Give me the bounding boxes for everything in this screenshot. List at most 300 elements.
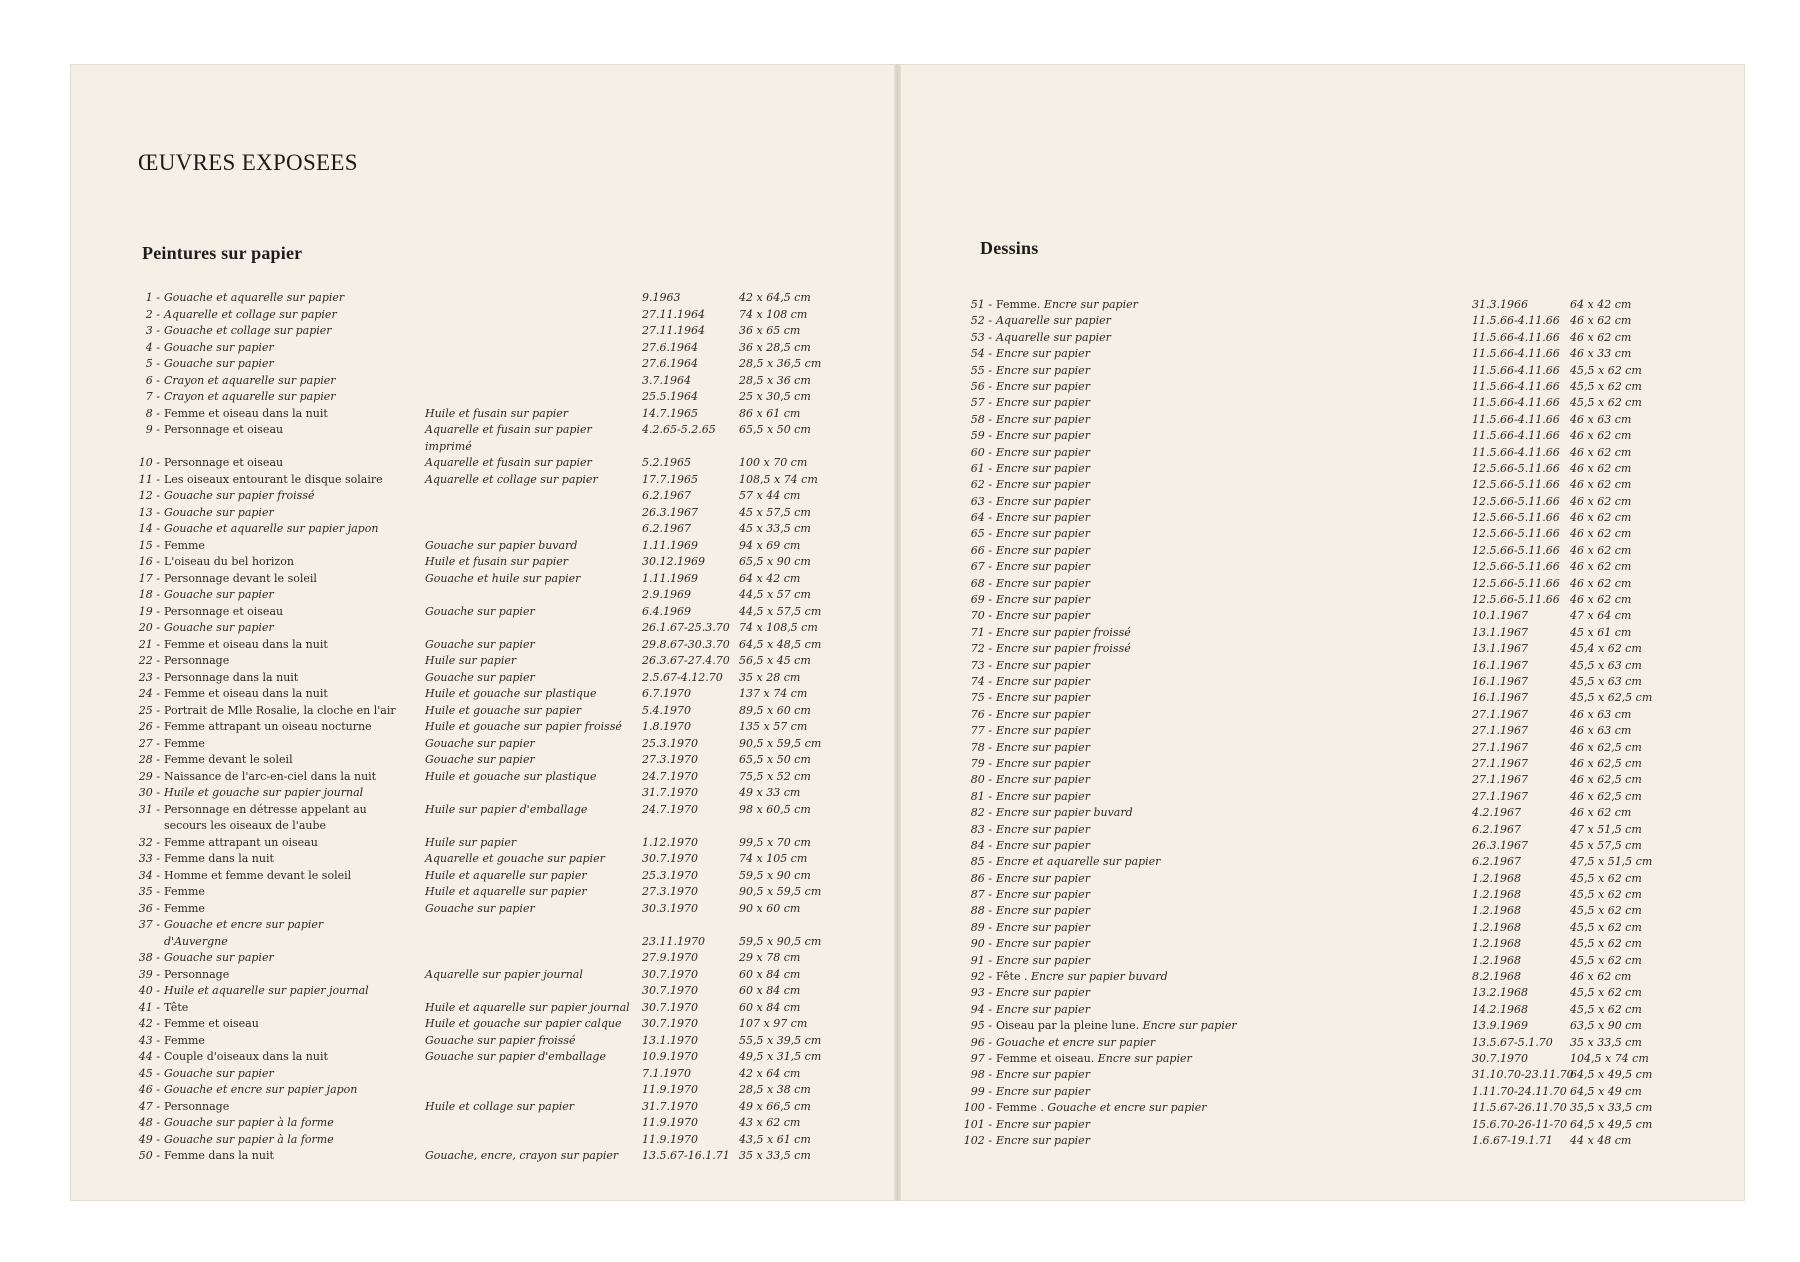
item-technique: Huile et gouache sur papier bbox=[425, 703, 582, 717]
item-number: 18 - bbox=[138, 588, 160, 601]
item-dimensions: 74 x 108 cm bbox=[739, 307, 808, 321]
item-title: Femme et oiseau bbox=[164, 1017, 259, 1030]
item-title bbox=[996, 772, 1090, 788]
item-date: 1.6.67-19.1.71 bbox=[1472, 1133, 1553, 1147]
item-title bbox=[996, 854, 1160, 870]
list-item bbox=[960, 1084, 1680, 1100]
item-title bbox=[996, 363, 1090, 379]
item-technique: Aquarelle sur papier journal bbox=[425, 967, 583, 981]
item-number: 96 - bbox=[970, 1035, 992, 1049]
item-title: Personnage et oiseau bbox=[164, 423, 284, 436]
list-item bbox=[960, 871, 1680, 887]
list-item bbox=[135, 1115, 855, 1132]
item-date: 13.2.1968 bbox=[1472, 986, 1528, 1000]
item-date: 12.5.66-5.11.66 bbox=[1472, 511, 1560, 525]
item-dimensions: 46 x 62,5 cm bbox=[1570, 773, 1642, 787]
item-date: 27.1.1967 bbox=[1472, 724, 1528, 738]
item-title: Personnage et oiseau bbox=[164, 456, 284, 469]
item-title bbox=[996, 526, 1090, 542]
list-item bbox=[135, 983, 855, 1000]
item-number: 58 - bbox=[970, 412, 992, 426]
item-dimensions: 64,5 x 49,5 cm bbox=[1570, 1117, 1653, 1131]
item-title: Femme dans la nuit bbox=[164, 1149, 274, 1162]
item-date: 27.1.1967 bbox=[1472, 740, 1528, 754]
item-title: Femme bbox=[164, 736, 205, 750]
item-technique: Encre sur papier bbox=[996, 429, 1090, 443]
list-item bbox=[960, 772, 1680, 788]
item-date: 12.5.66-5.11.66 bbox=[1472, 543, 1560, 557]
list-item bbox=[135, 521, 855, 538]
item-technique: Encre sur papier bbox=[996, 920, 1090, 934]
item-title bbox=[996, 297, 1138, 313]
item-number: 102 - bbox=[963, 1133, 992, 1147]
item-dimensions: 47,5 x 51,5 cm bbox=[1570, 855, 1653, 869]
item-title bbox=[996, 903, 1090, 919]
item-date: 25.3.1970 bbox=[642, 868, 698, 882]
item-number: 31 - bbox=[138, 802, 160, 816]
item-title bbox=[996, 887, 1090, 903]
item-dimensions: 46 x 63 cm bbox=[1570, 412, 1632, 426]
item-date: 6.2.1967 bbox=[642, 522, 691, 535]
item-number: 78 - bbox=[970, 740, 992, 754]
item-number: 39 - bbox=[138, 967, 160, 981]
item-technique: Gouache et encre sur papier bbox=[996, 1035, 1156, 1049]
item-date: 11.5.66-4.11.66 bbox=[1472, 363, 1560, 377]
list-item bbox=[135, 1049, 855, 1066]
item-title: Femme bbox=[164, 885, 205, 898]
list-item bbox=[135, 439, 855, 456]
item-technique: Encre sur papier bbox=[996, 724, 1090, 738]
item-number: 61 - bbox=[970, 461, 992, 475]
list-item bbox=[135, 389, 855, 406]
item-dimensions: 86 x 61 cm bbox=[739, 406, 801, 420]
list-item bbox=[135, 752, 855, 769]
item-number: 33 - bbox=[138, 852, 160, 865]
list-item bbox=[960, 346, 1680, 362]
item-dimensions: 60 x 84 cm bbox=[739, 1000, 801, 1014]
item-title bbox=[996, 920, 1090, 936]
item-dimensions: 45,5 x 62 cm bbox=[1570, 1002, 1642, 1016]
item-title bbox=[996, 510, 1090, 526]
item-title: Les oiseaux entourant le disque solaire bbox=[164, 472, 383, 486]
list-item bbox=[960, 1067, 1680, 1083]
item-number: 91 - bbox=[970, 953, 992, 967]
item-number: 37 - bbox=[138, 918, 160, 931]
item-number: 49 - bbox=[138, 1132, 160, 1146]
list-item bbox=[960, 805, 1680, 821]
item-title: Femme attrapant un oiseau bbox=[164, 835, 318, 849]
item-date: 11.9.1970 bbox=[642, 1132, 698, 1146]
item-number: 99 - bbox=[970, 1084, 992, 1098]
item-date: 27.6.1964 bbox=[642, 340, 698, 354]
list-item bbox=[960, 445, 1680, 461]
item-date: 5.2.1965 bbox=[642, 456, 691, 469]
item-dimensions: 45,5 x 62,5 cm bbox=[1570, 691, 1653, 705]
item-title bbox=[996, 412, 1090, 428]
item-technique: Encre sur papier bbox=[996, 1117, 1090, 1131]
item-date: 11.5.66-4.11.66 bbox=[1472, 330, 1560, 344]
item-date: 30.3.1970 bbox=[642, 901, 698, 915]
item-technique: Huile et fusain sur papier bbox=[425, 555, 569, 568]
item-dimensions: 45 x 57,5 cm bbox=[1570, 838, 1642, 852]
list-item bbox=[135, 356, 855, 373]
item-date: 4.2.1967 bbox=[1472, 806, 1521, 820]
item-dimensions: 28,5 x 36,5 cm bbox=[739, 357, 822, 370]
item-date: 27.11.1964 bbox=[642, 307, 705, 321]
item-number: 27 - bbox=[138, 736, 160, 750]
item-title: Aquarelle et collage sur papier bbox=[164, 307, 337, 321]
list-item bbox=[960, 510, 1680, 526]
item-date: 6.7.1970 bbox=[642, 687, 691, 700]
item-dimensions: 135 x 57 cm bbox=[739, 720, 808, 733]
item-dimensions: 46 x 62 cm bbox=[1570, 478, 1632, 492]
item-dimensions: 29 x 78 cm bbox=[739, 951, 801, 964]
list-item bbox=[960, 1018, 1680, 1034]
item-date: 1.2.1968 bbox=[1472, 871, 1521, 885]
item-date: 26.3.1967 bbox=[642, 505, 698, 519]
item-title: secours les oiseaux de l'aube bbox=[164, 819, 327, 832]
item-title: Femme bbox=[164, 1033, 205, 1047]
item-dimensions: 42 x 64,5 cm bbox=[739, 291, 811, 304]
item-number: 23 - bbox=[138, 670, 160, 684]
item-title: Naissance de l'arc-en-ciel dans la nuit bbox=[164, 769, 377, 783]
item-date: 1.2.1968 bbox=[1472, 904, 1521, 918]
item-technique: Huile et gouache sur papier calque bbox=[425, 1017, 622, 1030]
item-date: 13.1.1967 bbox=[1472, 625, 1528, 639]
item-technique: Aquarelle et fusain sur papier bbox=[425, 456, 592, 469]
list-item bbox=[960, 854, 1680, 870]
item-technique: Encre sur papier bbox=[996, 691, 1090, 705]
item-date: 12.5.66-5.11.66 bbox=[1472, 560, 1560, 574]
item-number: 85 - bbox=[970, 855, 992, 869]
item-technique: imprimé bbox=[425, 439, 472, 453]
item-technique: Encre et aquarelle sur papier bbox=[996, 855, 1161, 869]
item-dimensions: 35,5 x 33,5 cm bbox=[1570, 1101, 1653, 1115]
list-item bbox=[135, 587, 855, 604]
list-item bbox=[960, 822, 1680, 838]
item-technique: Encre sur papier bbox=[996, 461, 1090, 475]
item-technique: Encre sur papier bbox=[996, 888, 1090, 902]
item-number: 92 - bbox=[970, 970, 992, 984]
item-number: 3 - bbox=[145, 324, 160, 337]
item-technique: Encre sur papier bbox=[996, 445, 1090, 459]
item-date: 30.12.1969 bbox=[642, 555, 705, 568]
item-technique: Gouache sur papier froissé bbox=[425, 1033, 576, 1047]
item-title: Tête bbox=[164, 1000, 189, 1014]
item-date: 6.2.1967 bbox=[642, 489, 691, 502]
list-item bbox=[960, 723, 1680, 739]
item-title bbox=[996, 1133, 1090, 1149]
list-item bbox=[960, 740, 1680, 756]
item-technique: Encre sur papier bbox=[996, 953, 1090, 967]
item-title: Gouache sur papier bbox=[164, 621, 274, 634]
item-date: 5.4.1970 bbox=[642, 703, 691, 717]
item-title: Crayon et aquarelle sur papier bbox=[164, 390, 336, 403]
item-dimensions: 90,5 x 59,5 cm bbox=[739, 885, 822, 898]
item-date: 1.8.1970 bbox=[642, 720, 691, 733]
item-title: Gouache sur papier bbox=[164, 588, 274, 601]
item-technique: Encre sur papier bbox=[996, 412, 1090, 426]
item-date: 1.11.1969 bbox=[642, 571, 698, 585]
item-technique: Encre sur papier bbox=[996, 478, 1090, 492]
item-number: 45 - bbox=[138, 1066, 160, 1080]
item-title-text: Femme. bbox=[996, 298, 1041, 311]
item-technique: Encre sur papier bbox=[996, 756, 1090, 770]
item-dimensions: 63,5 x 90 cm bbox=[1570, 1019, 1642, 1033]
item-dimensions: 107 x 97 cm bbox=[739, 1017, 808, 1030]
item-number: 73 - bbox=[970, 658, 992, 672]
item-technique: Encre sur papier bbox=[996, 1133, 1090, 1147]
item-technique: Gouache sur papier d'emballage bbox=[425, 1050, 606, 1063]
item-number: 69 - bbox=[970, 593, 992, 607]
item-date: 11.5.66-4.11.66 bbox=[1472, 314, 1560, 328]
item-technique: Huile et gouache sur plastique bbox=[425, 687, 597, 700]
item-number: 60 - bbox=[970, 445, 992, 459]
item-technique: Encre sur papier bbox=[996, 379, 1090, 393]
item-dimensions: 75,5 x 52 cm bbox=[739, 769, 811, 783]
item-title bbox=[996, 1067, 1090, 1083]
item-date: 1.2.1968 bbox=[1472, 937, 1521, 951]
list-item bbox=[135, 604, 855, 621]
item-dimensions: 64 x 42 cm bbox=[1570, 298, 1632, 311]
item-title: Femme attrapant un oiseau nocturne bbox=[164, 720, 372, 733]
item-number: 50 - bbox=[138, 1149, 160, 1162]
item-number: 1 - bbox=[145, 291, 160, 304]
list-item bbox=[135, 1033, 855, 1050]
list-item bbox=[135, 670, 855, 687]
item-number: 72 - bbox=[970, 642, 992, 656]
item-title: Femme devant le soleil bbox=[164, 753, 293, 766]
list-item bbox=[135, 851, 855, 868]
item-date: 25.3.1970 bbox=[642, 736, 698, 750]
item-date: 11.5.66-4.11.66 bbox=[1472, 396, 1560, 410]
list-item bbox=[135, 769, 855, 786]
item-number: 100 - bbox=[963, 1101, 992, 1115]
item-title bbox=[996, 576, 1090, 592]
item-title: Gouache et aquarelle sur papier bbox=[164, 291, 345, 304]
item-dimensions: 45,5 x 62 cm bbox=[1570, 363, 1642, 377]
item-dimensions: 59,5 x 90,5 cm bbox=[739, 934, 822, 948]
item-title: Gouache sur papier à la forme bbox=[164, 1116, 334, 1129]
item-date: 7.1.1970 bbox=[642, 1066, 691, 1080]
list-item bbox=[960, 887, 1680, 903]
item-dimensions: 45,5 x 62 cm bbox=[1570, 986, 1642, 1000]
item-technique: Aquarelle sur papier bbox=[996, 330, 1111, 344]
item-title bbox=[996, 789, 1090, 805]
item-number: 41 - bbox=[138, 1000, 160, 1014]
item-technique: Encre sur papier bbox=[996, 609, 1090, 623]
item-title-text: Femme . bbox=[996, 1101, 1044, 1115]
item-technique: Gouache sur papier buvard bbox=[425, 538, 578, 552]
list-item bbox=[960, 838, 1680, 854]
item-dimensions: 45,5 x 62 cm bbox=[1570, 904, 1642, 918]
list-item bbox=[960, 1117, 1680, 1133]
item-title bbox=[996, 543, 1090, 559]
list-item bbox=[135, 1016, 855, 1033]
list-item bbox=[135, 835, 855, 852]
item-title: Portrait de Mlle Rosalie, la cloche en l'air bbox=[164, 703, 396, 717]
item-number: 43 - bbox=[138, 1033, 160, 1047]
item-date: 4.2.65-5.2.65 bbox=[642, 423, 716, 436]
item-number: 65 - bbox=[970, 527, 992, 541]
item-dimensions: 42 x 64 cm bbox=[739, 1066, 801, 1080]
list-item bbox=[960, 412, 1680, 428]
item-dimensions: 46 x 62 cm bbox=[1570, 314, 1632, 328]
item-number: 44 - bbox=[138, 1050, 160, 1063]
item-dimensions: 25 x 30,5 cm bbox=[739, 390, 811, 403]
item-number: 4 - bbox=[145, 340, 160, 354]
item-number: 101 - bbox=[963, 1117, 992, 1131]
item-title bbox=[996, 1018, 1237, 1034]
item-technique: Encre sur papier bbox=[996, 347, 1090, 361]
list-item bbox=[960, 461, 1680, 477]
item-technique: Encre sur papier bbox=[996, 576, 1090, 590]
item-dimensions: 98 x 60,5 cm bbox=[739, 802, 811, 816]
item-technique: Aquarelle et collage sur papier bbox=[425, 472, 598, 486]
item-title: Femme bbox=[164, 538, 205, 552]
item-technique: Gouache sur papier bbox=[425, 670, 535, 684]
item-dimensions: 45,5 x 63 cm bbox=[1570, 674, 1642, 688]
item-dimensions: 35 x 33,5 cm bbox=[1570, 1035, 1642, 1049]
item-date: 13.5.67-16.1.71 bbox=[642, 1149, 730, 1162]
item-date: 9.1963 bbox=[642, 291, 681, 304]
list-item bbox=[135, 323, 855, 340]
item-number: 82 - bbox=[970, 806, 992, 820]
item-date: 30.7.1970 bbox=[642, 1017, 698, 1030]
item-date: 26.3.67-27.4.70 bbox=[642, 654, 730, 667]
item-date: 30.7.1970 bbox=[642, 967, 698, 981]
item-technique: Gouache et encre sur papier bbox=[1047, 1101, 1207, 1115]
list-item bbox=[960, 559, 1680, 575]
drawings-list bbox=[960, 297, 1680, 1149]
item-dimensions: 47 x 51,5 cm bbox=[1570, 822, 1642, 836]
item-title bbox=[996, 953, 1090, 969]
item-technique: Huile et aquarelle sur papier journal bbox=[425, 1000, 630, 1014]
item-technique: Encre sur papier bbox=[996, 904, 1090, 918]
item-number: 71 - bbox=[970, 625, 992, 639]
item-title: Femme et oiseau dans la nuit bbox=[164, 687, 328, 700]
list-item bbox=[960, 477, 1680, 493]
item-title bbox=[996, 1002, 1090, 1018]
item-dimensions: 108,5 x 74 cm bbox=[739, 472, 818, 486]
list-item bbox=[135, 653, 855, 670]
item-dimensions: 60 x 84 cm bbox=[739, 984, 801, 997]
item-title bbox=[996, 625, 1131, 641]
item-technique: Huile et aquarelle sur papier bbox=[425, 885, 587, 898]
item-title: Homme et femme devant le soleil bbox=[164, 868, 352, 882]
list-item bbox=[135, 1099, 855, 1116]
item-title bbox=[996, 674, 1090, 690]
item-date: 14.2.1968 bbox=[1472, 1002, 1528, 1016]
item-title: Gouache et encre sur papier bbox=[164, 918, 324, 931]
item-dimensions: 45 x 61 cm bbox=[1570, 625, 1632, 639]
item-technique: Encre sur papier bbox=[996, 838, 1090, 852]
item-title: Personnage et oiseau bbox=[164, 604, 284, 618]
item-title: Couple d'oiseaux dans la nuit bbox=[164, 1050, 328, 1063]
item-date: 12.5.66-5.11.66 bbox=[1472, 461, 1560, 475]
list-item bbox=[960, 920, 1680, 936]
list-item bbox=[135, 934, 855, 951]
item-date: 24.7.1970 bbox=[642, 802, 698, 816]
list-item bbox=[960, 395, 1680, 411]
item-number: 63 - bbox=[970, 494, 992, 508]
list-item bbox=[135, 686, 855, 703]
item-number: 79 - bbox=[970, 756, 992, 770]
item-number: 93 - bbox=[970, 986, 992, 1000]
item-number: 77 - bbox=[970, 724, 992, 738]
item-number: 10 - bbox=[138, 456, 160, 469]
item-number: 19 - bbox=[138, 604, 160, 618]
item-dimensions: 43 x 62 cm bbox=[739, 1116, 801, 1129]
item-date: 16.1.1967 bbox=[1472, 674, 1528, 688]
item-title: Personnage bbox=[164, 1099, 230, 1113]
item-dimensions: 74 x 105 cm bbox=[739, 852, 808, 865]
item-number: 21 - bbox=[138, 637, 160, 651]
item-dimensions: 35 x 28 cm bbox=[739, 670, 801, 684]
item-number: 24 - bbox=[138, 687, 160, 700]
item-date: 1.2.1968 bbox=[1472, 888, 1521, 902]
item-dimensions: 35 x 33,5 cm bbox=[739, 1149, 811, 1162]
item-title bbox=[996, 936, 1090, 952]
item-date: 27.1.1967 bbox=[1472, 773, 1528, 787]
item-number: 6 - bbox=[145, 373, 160, 387]
item-title bbox=[996, 428, 1090, 444]
item-date: 31.7.1970 bbox=[642, 1099, 698, 1113]
item-date: 12.5.66-5.11.66 bbox=[1472, 593, 1560, 607]
item-dimensions: 99,5 x 70 cm bbox=[739, 835, 811, 849]
item-dimensions: 44,5 x 57,5 cm bbox=[739, 604, 822, 618]
item-dimensions: 46 x 62 cm bbox=[1570, 461, 1632, 475]
list-item bbox=[135, 340, 855, 357]
item-dimensions: 46 x 62 cm bbox=[1570, 970, 1632, 984]
item-dimensions: 94 x 69 cm bbox=[739, 538, 801, 552]
item-number: 48 - bbox=[138, 1116, 160, 1129]
item-number: 9 - bbox=[145, 423, 160, 436]
item-title bbox=[996, 1035, 1155, 1051]
item-dimensions: 46 x 62 cm bbox=[1570, 511, 1632, 525]
item-date: 27.3.1970 bbox=[642, 885, 698, 898]
item-number: 5 - bbox=[145, 357, 160, 370]
item-dimensions: 46 x 63 cm bbox=[1570, 724, 1632, 738]
item-number: 15 - bbox=[138, 538, 160, 552]
item-dimensions: 46 x 62 cm bbox=[1570, 576, 1632, 590]
item-dimensions: 64 x 42 cm bbox=[739, 571, 801, 585]
item-number: 28 - bbox=[138, 753, 160, 766]
item-technique: Aquarelle et gouache sur papier bbox=[425, 852, 605, 865]
item-date: 2.5.67-4.12.70 bbox=[642, 670, 723, 684]
list-item bbox=[960, 608, 1680, 624]
item-date: 30.7.1970 bbox=[642, 984, 698, 997]
item-title: Femme et oiseau dans la nuit bbox=[164, 406, 328, 420]
item-title: L'oiseau du bel horizon bbox=[164, 555, 294, 568]
item-title bbox=[996, 822, 1090, 838]
item-date: 12.5.66-5.11.66 bbox=[1472, 576, 1560, 590]
item-technique: Encre sur papier bbox=[996, 674, 1090, 688]
list-item bbox=[135, 884, 855, 901]
item-date: 13.5.67-5.1.70 bbox=[1472, 1035, 1553, 1049]
item-technique: Encre sur papier bbox=[996, 740, 1090, 754]
item-date: 6.2.1967 bbox=[1472, 855, 1521, 869]
item-date: 26.1.67-25.3.70 bbox=[642, 621, 730, 634]
item-number: 54 - bbox=[970, 347, 992, 361]
item-technique: Encre sur papier bbox=[996, 494, 1090, 508]
item-number: 34 - bbox=[138, 868, 160, 882]
item-technique: Gouache sur papier bbox=[425, 736, 535, 750]
item-dimensions: 44,5 x 57 cm bbox=[739, 588, 811, 601]
item-technique: Encre sur papier bbox=[996, 986, 1090, 1000]
item-technique: Aquarelle et fusain sur papier bbox=[425, 423, 592, 436]
item-title: Gouache sur papier bbox=[164, 1066, 274, 1080]
